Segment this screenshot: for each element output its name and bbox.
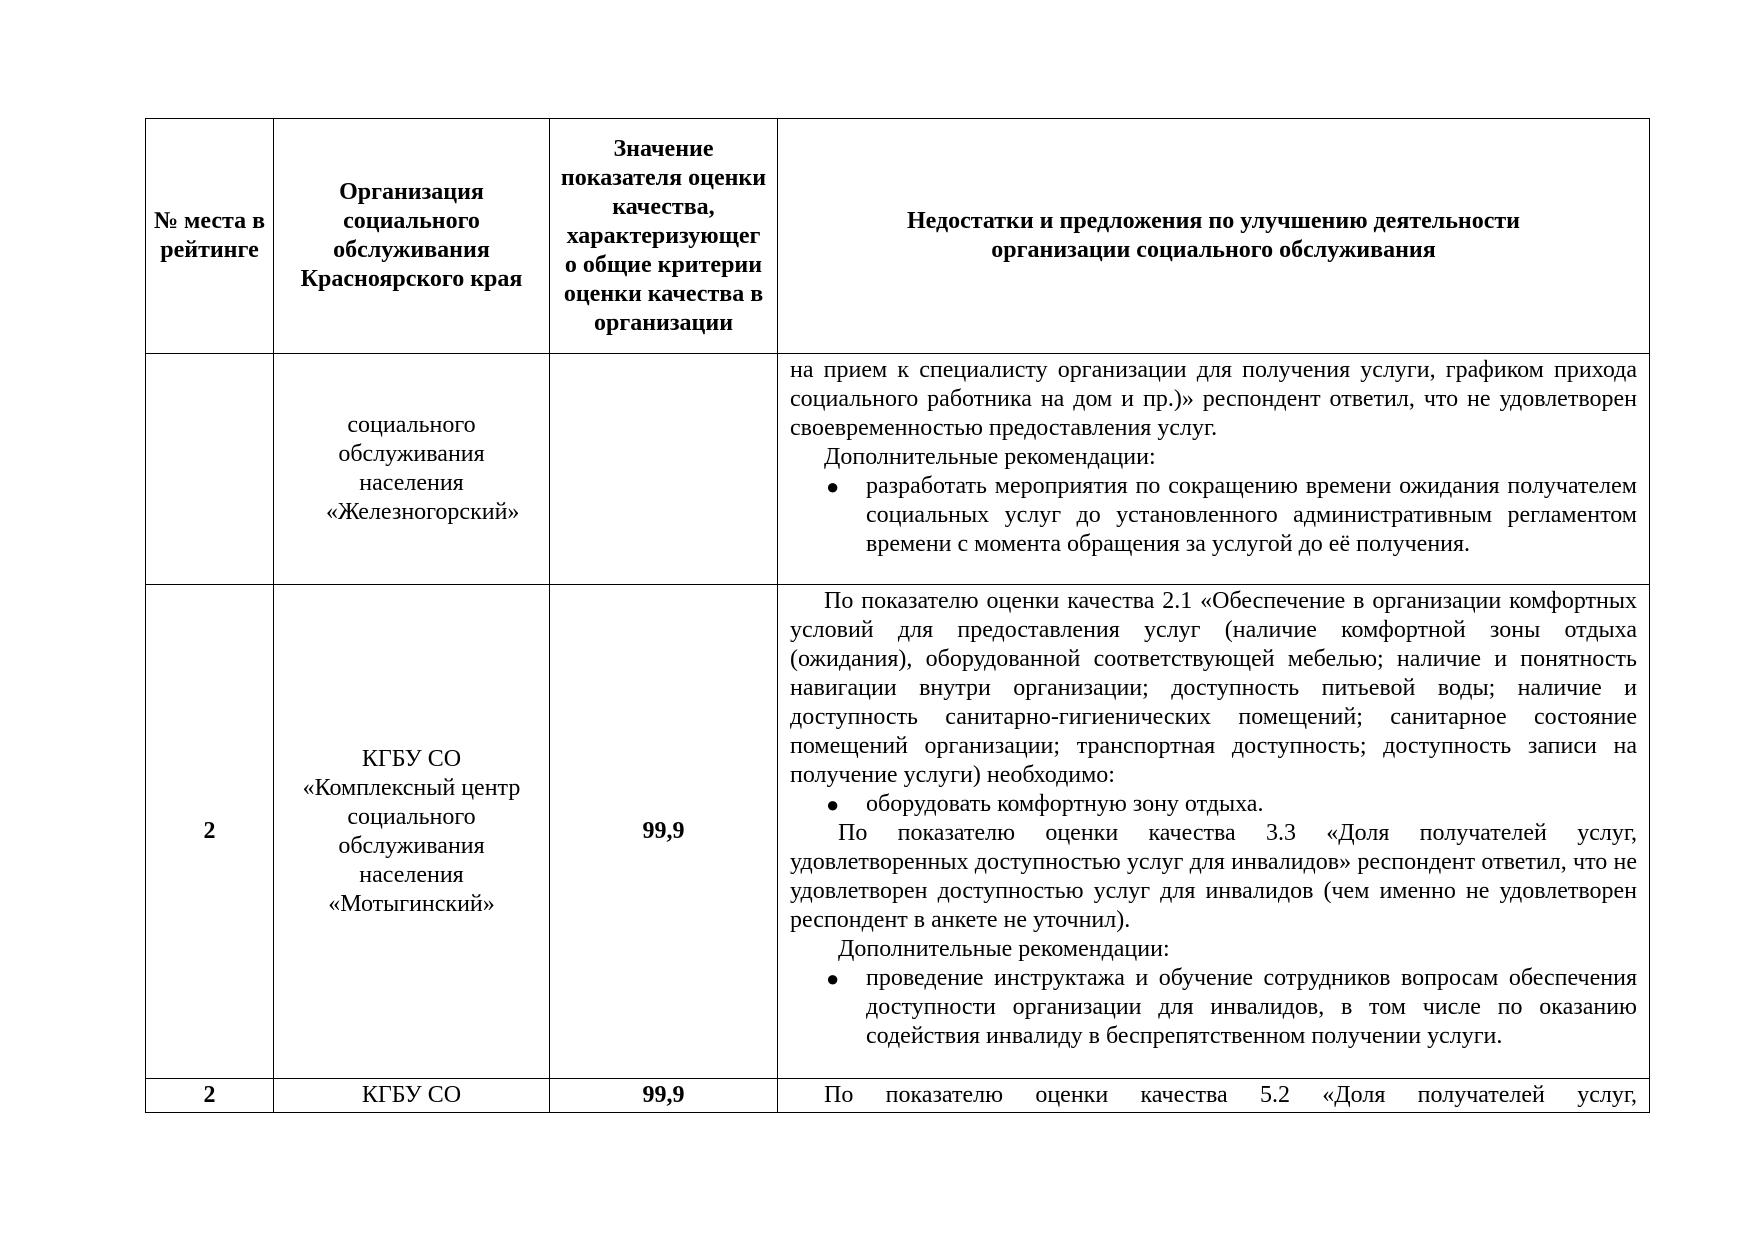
organization-cell: социального обслуживания населения «Железногорский» [274, 354, 550, 585]
value-cell: 99,9 [550, 585, 778, 1079]
bullet-icon: ● [826, 966, 840, 991]
header-shortcomings: Недостатки и предложения по улучшению деятельности организации социального обслуживания [778, 119, 1650, 354]
rank-cell: 2 [146, 1079, 274, 1113]
bullet-list [790, 790, 1637, 819]
value-cell [550, 354, 778, 585]
rank-cell: 2 [146, 585, 274, 1079]
rank-cell [146, 354, 274, 585]
list-item [826, 472, 1637, 559]
list-item-text: разработать мероприятия по сокращению времени ожидания получателем социальных услуг до установленного административным регламентом времени с момента обращения за услугой до её получения. [866, 473, 1637, 557]
bullet-list [790, 472, 1637, 559]
shortcomings-cell [778, 354, 1650, 585]
list-item-text: проведение инструктажа и обучение сотрудников вопросам обеспечения доступности организации для инвалидов, в том числе по оказанию содействия инвалиду в беспрепятственном получении услуги. [866, 965, 1637, 1049]
rating-table [145, 118, 1650, 1113]
shortcomings-cell [778, 1079, 1650, 1113]
table-row [146, 585, 1650, 1079]
paragraph: По показателю оценки качества 5.2 «Доля получателей услуг, [824, 1082, 1637, 1108]
table-row [146, 354, 1650, 585]
list-item-text: оборудовать комфортную зону отдыха. [866, 791, 1264, 817]
shortcomings-cell [778, 585, 1650, 1079]
bullet-list [790, 964, 1637, 1051]
list-item [826, 964, 1637, 1051]
paragraph: Дополнительные рекомендации: [824, 444, 1156, 470]
paragraph: на прием к специалисту организации для получения услуги, графиком прихода социального работника на дом и пр.)» респондент ответил, что не удовлетворен своевременностью предоставления услуг. [790, 357, 1637, 441]
table-row [146, 1079, 1650, 1113]
header-organization: Организация социального обслуживания Красноярского края [274, 119, 550, 354]
list-item [826, 790, 1637, 819]
paragraph: Дополнительные рекомендации: [838, 936, 1170, 962]
paragraph: По показателю оценки качества 3.3 «Доля получателей услуг, удовлетворенных доступностью услуг для инвалидов» респондент ответил, что не удовлетворен доступностью услуг для инвалидов (чем именно не удовлетворен респондент в анкете не уточнил). [790, 820, 1637, 933]
bullet-icon: ● [826, 474, 840, 499]
organization-cell: КГБУ СО «Комплексный центр социального обслуживания населения «Мотыгинский» [274, 585, 550, 1079]
value-cell: 99,9 [550, 1079, 778, 1113]
paragraph: По показателю оценки качества 2.1 «Обеспечение в организации комфортных условий для предоставления услуг (наличие комфортной зоны отдыха (ожидания), оборудованной соответствующей мебелью; наличие и понятность навигации внутри организации; доступность питьевой воды; наличие и доступность санитарно-гигиенических помещений; санитарное состояние помещений организации; транспортная доступность; доступность записи на получение услуги) необходимо: [790, 588, 1637, 788]
header-row [146, 119, 1650, 354]
organization-cell: КГБУ СО [274, 1079, 550, 1113]
header-value: Значение показателя оценки качества, характеризующег о общие критерии оценки качества в организации [550, 119, 778, 354]
bullet-icon: ● [826, 792, 840, 817]
header-rank: № места в рейтинге [146, 119, 274, 354]
